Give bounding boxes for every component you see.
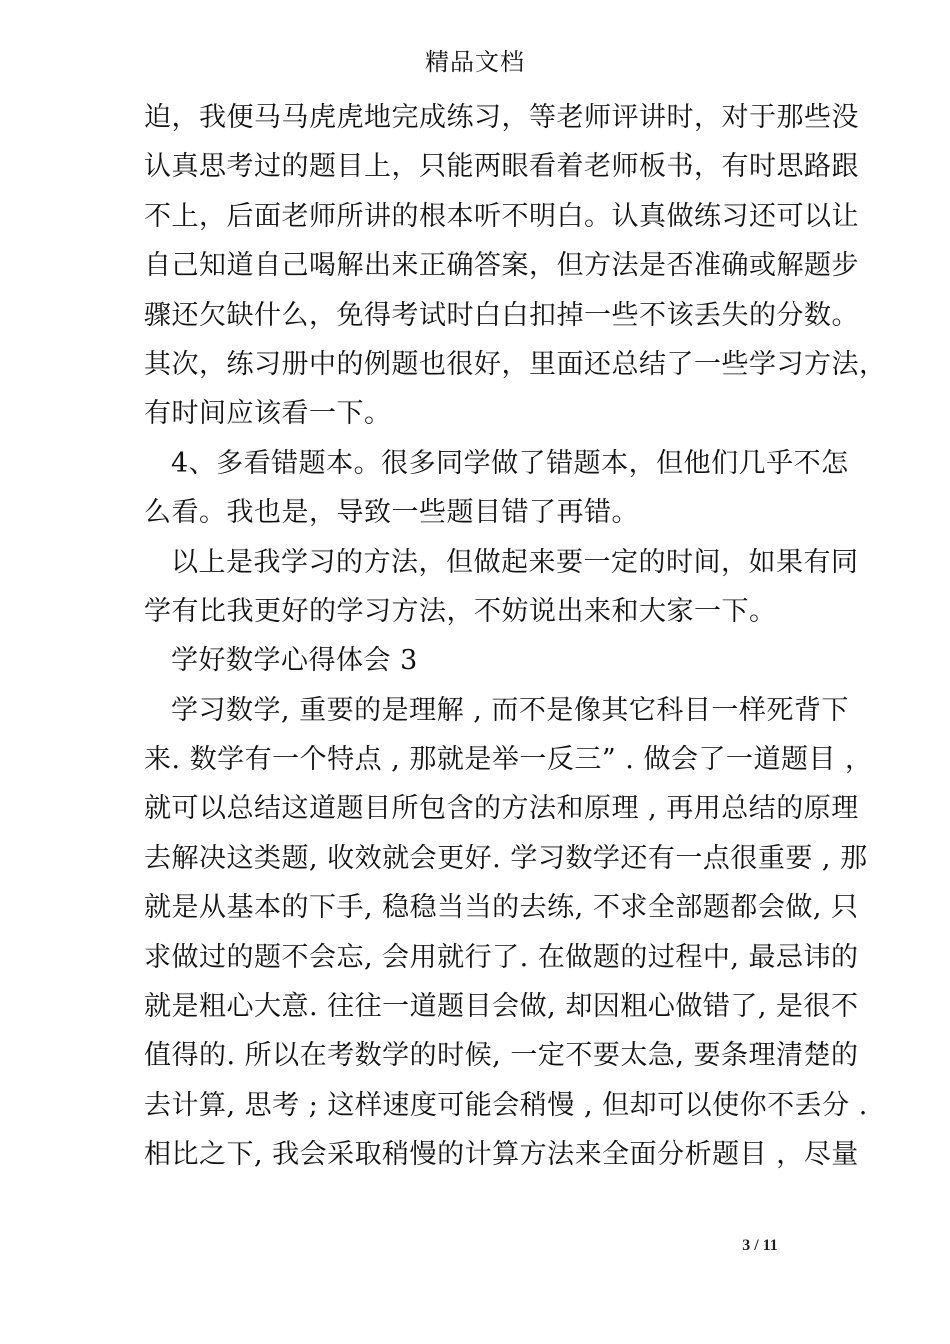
page-number: 3 / 11 — [742, 1237, 778, 1254]
text-line: 么看。我也是，导致一些题目错了再错。 — [144, 497, 639, 529]
text-line: 骤还欠缺什么，免得考试时白白扣掉一些不该丢失的分数。 — [144, 299, 859, 331]
text-line: 求做过的题不会忘, 会用就行了. 在做题的过程中, 最忌讳的 — [144, 941, 859, 973]
text-line: 相比之下, 我会采取稍慢的计算方法来全面分析题目 ，尽量 — [144, 1139, 859, 1171]
text-line: 不上，后面老师所讲的根本听不明白。认真做练习还可以让 — [144, 200, 859, 232]
text-line: 就是粗心大意. 往往一道题目会做, 却因粗心做错了, 是很不 — [144, 991, 859, 1023]
text-line: 4、多看错题本。很多同学做了错题本，但他们几乎不怎 — [171, 447, 849, 479]
document-body — [144, 98, 887, 1185]
text-line: 其次，练习册中的例题也很好，里面还总结了一些学习方法， — [144, 348, 887, 380]
text-line: 认真思考过的题目上，只能两眼看着老师板书，有时思路跟 — [144, 151, 859, 183]
section-heading: 学好数学心得体会 3 — [171, 645, 418, 677]
text-line: 来. 数学有一个特点 , 那就是举一反三” . 做会了一道题目 ， — [144, 744, 873, 776]
text-line: 自己知道自己喝解出来正确答案，但方法是否准确或解题步 — [144, 250, 859, 282]
text-line: 迫，我便马马虎虎地完成练习，等老师评讲时，对于那些没 — [144, 102, 859, 133]
text-line: 就是从基本的下手, 稳稳当当的去练, 不求全部题都会做, 只 — [144, 892, 859, 924]
text-line: 值得的. 所以在考数学的时候, 一定不要太急, 要条理清楚的 — [144, 1040, 859, 1072]
text-line: 就可以总结这道题目所包含的方法和原理 , 再用总结的原理 — [144, 793, 859, 825]
text-line: 有时间应该看一下。 — [144, 398, 392, 430]
text-line: 去计算, 思考 ; 这样速度可能会稍慢 , 但却可以使你不丢分 . — [144, 1089, 868, 1121]
text-line: 去解决这类题, 收效就会更好. 学习数学还有一点很重要 , 那 — [144, 842, 868, 874]
text-line: 以上是我学习的方法，但做起来要一定的时间，如果有同 — [171, 546, 859, 578]
text-line: 学习数学, 重要的是理解 , 而不是像其它科目一样死背下 — [171, 694, 849, 726]
text-line: 学有比我更好的学习方法，不妨说出来和大家一下。 — [144, 595, 777, 627]
page-header-title: 精品文档 — [425, 48, 525, 76]
